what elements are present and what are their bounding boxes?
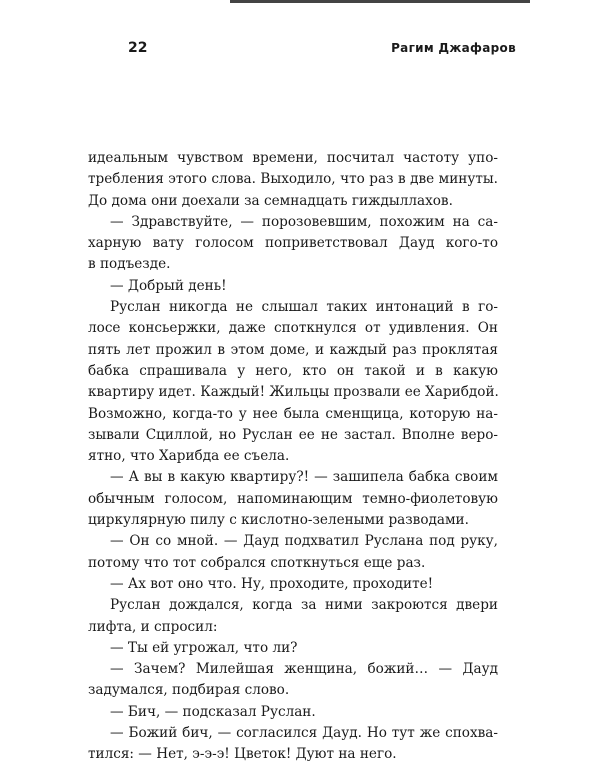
text-line: идеальным чувством времени, посчитал частоту упо-: [88, 150, 498, 166]
text-line: — Божий бич, — согласился Дауд. Но тут же спохва-: [110, 725, 498, 742]
text-line: — Бич, — подсказал Руслан.: [110, 703, 316, 720]
text-line: — Ты ей угрожал, что ли?: [110, 639, 298, 656]
running-head: [128, 40, 516, 60]
body-text: [88, 148, 498, 766]
page-number: 22: [128, 40, 148, 56]
text-line: Руслан никогда не слышал таких интонаций в го-: [110, 299, 498, 316]
text-line: циркулярную пилу с кислотно-зелеными разводами.: [88, 512, 469, 529]
author-name: Рагим Джафаров: [391, 41, 516, 55]
text-line: До дома они доехали за семнадцать гиждыллахов.: [88, 192, 453, 209]
text-line: тился: — Нет, э-э-э! Цветок! Дуют на него.: [88, 746, 397, 763]
text-line: в подъезде.: [88, 256, 171, 273]
text-line: обычным голосом, напоминающим темно-фиолетовую: [88, 490, 498, 507]
text-line: харную вату голосом поприветствовал Дауд кого-то: [88, 235, 498, 252]
text-line: задумался, подбирая слово.: [88, 682, 290, 699]
top-edge-rule: [230, 0, 530, 3]
text-line: ятно, что Харибда ее съела.: [88, 448, 290, 465]
text-line: требления этого слова. Выходило, что раз в две минуты.: [88, 171, 498, 188]
text-line: — Ах вот оно что. Ну, проходите, проходите!: [110, 575, 434, 592]
text-line: — Зачем? Милейшая женщина, божий… — Дауд: [110, 661, 498, 678]
text-line: — Он со мной. — Дауд подхватил Руслана под руку,: [110, 533, 498, 550]
text-line: зывали Сциллой, но Руслан ее не застал. Вполне веро-: [88, 426, 498, 443]
text-line: — Здравствуйте, — порозовевшим, похожим на са-: [110, 213, 498, 230]
text-line: потому что тот собрался споткнуться еще раз.: [88, 554, 426, 571]
text-line: бабка спрашивала у него, кто он такой и в какую: [88, 362, 498, 379]
text-line: — Добрый день!: [110, 277, 227, 294]
text-line: пять лет прожил в этом доме, и каждый раз проклятая: [88, 341, 498, 358]
text-line: Возможно, когда-то у нее была сменщица, которую на-: [88, 405, 498, 422]
text-line: Руслан дождался, когда за ними закроются двери: [110, 597, 498, 614]
text-line: квартиру идет. Каждый! Жильцы прозвали ее Харибдой.: [88, 384, 499, 401]
text-line: лифта, и спросил:: [88, 618, 218, 635]
text-line: — А вы в какую квартиру?! — зашипела бабка своим: [110, 469, 498, 486]
text-line: лосе консьержки, даже споткнулся от удивления. Он: [88, 320, 498, 337]
